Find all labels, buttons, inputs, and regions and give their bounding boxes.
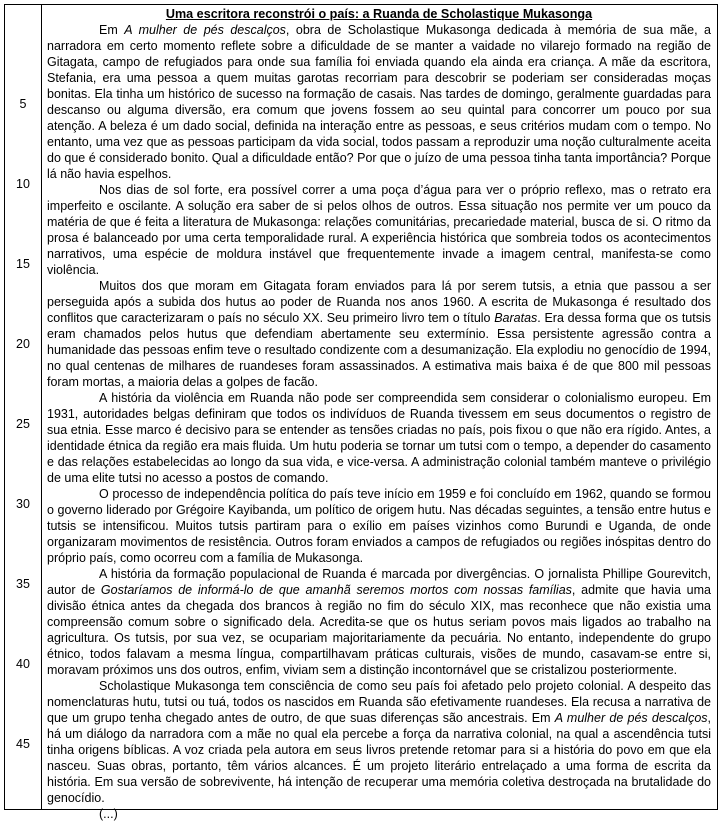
text-run: . Era dessa forma que os tutsis eram chamados pelos hutus que defendiam abertamente seu extermínio. Essa persistente agressão contra a humanidade das pessoas enfim teve o resultado condizente com a desumanização. Ela explodiu no genocídio de 1994, no qual centenas de milhares de ruandeses foram assassinados. A estimativa mais baixa é de que 800 mil pessoas foram mortas, a maioria delas a golpes de facão. — [47, 311, 711, 389]
italic-title: Baratas — [494, 311, 538, 325]
line-number: 40 — [16, 657, 30, 671]
document-frame — [4, 4, 718, 821]
article-body — [47, 22, 711, 806]
line-number: 35 — [16, 577, 30, 591]
italic-title: A mulher de pés descalços — [554, 711, 708, 725]
italic-title: Gostaríamos de informá-lo de que amanhã seremos mortos com nossas famílias — [100, 583, 572, 597]
page-title: Uma escritora reconstrói o país: a Ruanda de Scholastique Mukasonga — [165, 7, 593, 21]
paragraph — [47, 486, 711, 566]
text-run: Scholastique Mukasonga tem consciência de como seu país foi afetado pelo projeto colonial. A despeito das nomenclaturas hutu, tutsi ou tuá, todos os nascidos em Ruanda são efetivamente ruandeses. Ela recusa a narrativa de que um grupo tenha chegado antes de outro, de que suas diferenças são ancestrais. Em — [47, 679, 711, 725]
paragraph — [47, 566, 711, 678]
ellipsis: (...) — [99, 807, 118, 821]
text-column — [42, 5, 717, 821]
text-run: O processo de independência política do país teve início em 1959 e foi concluído em 1962, quando se formou o governo liderado por Grégoire Kayibanda, um político de origem hutu. Nas décadas seguintes, a tensão entre hutus e tutsis se intensificou. Muitos tutsis partiram para o exílio em países vizinhos como Burundi e Uganda, de onde organizaram movimentos de resistência. Outros foram enviados a campos de refugiados ou regiões inóspitas dentro do próprio país, como ocorreu com a família de Mukasonga. — [47, 487, 711, 565]
italic-title: A mulher de pés descalços — [124, 23, 286, 37]
paragraph — [47, 278, 711, 390]
text-run: , admite que havia uma divisão étnica antes da chegada dos brancos à região no fim do século XIX, mas reconhece que não existia uma compreensão comum sobre o significado dela. Acredita-se que os hutus seriam povos mais ligados ao trabalho na agricultura. Os tutsis, por sua vez, se ocupariam majoritariamente da pecuária. No entanto, independente do grupo étnico, todos falavam a mesma língua, compartilhavam práticas culturais, visões de mundo, casavam-se entre si, moravam próximos uns dos outros, enfim, viviam sem a distinção incontornável que se cristalizou posteriormente. — [47, 583, 711, 677]
paragraph — [47, 390, 711, 486]
line-number: 25 — [16, 417, 30, 431]
line-number: 5 — [19, 97, 27, 111]
line-number: 20 — [16, 337, 30, 351]
line-number: 45 — [16, 737, 30, 751]
text-run: , obra de Scholastique Mukasonga dedicada à memória de sua mãe, a narradora em certo momento reflete sobre a dificuldade de se manter a vaidade no vilarejo formado na região de Gitagata, campo de refugiados para onde sua família foi enviada quando ela ainda era criança. A mãe da escritora, Stefania, era uma pessoa a quem muitas garotas recorriam para descobrir se poderiam ser consideradas moças bonitas. Ela tinha um histórico de sucesso na formação de casais. Nas tardes de domingo, geralmente guardadas para descanso ou alguma diversão, era comum que jovens fossem ao seu quintal para concorrer um pouco por sua atenção. A beleza é um dado social, definida na interação entre as pessoas, e seus critérios mudam com o tempo. No entanto, uma vez que as pessoas participam da vida social, todos passam a reproduzir uma noção culturalmente aceita do que é considerado bonito. Qual a dificuldade então? Por que o juízo de uma pessoa tinha tanta importância? Porque lá não havia espelhos. — [47, 23, 711, 181]
line-number: 30 — [16, 497, 30, 511]
text-run: Nos dias de sol forte, era possível correr a uma poça d’água para ver o próprio reflexo, mas o retrato era imperfeito e oscilante. A solução era saber de si pelos olhos de outros. Essa situação nos permite ver um pouco da matéria de que é feita a literatura de Mukasonga: relações comunitárias, precariedade material, busca de si. O ritmo da prosa é balanceado por uma certa temporalidade rural. A experiência histórica que sombreia todos os acontecimentos narrativos, uma espécie de moldura instável que frequentemente invade a imagem central, manifesta-se como violência. — [47, 183, 711, 277]
line-number: 10 — [16, 177, 30, 191]
line-number: 15 — [16, 257, 30, 271]
text-run: Em — [99, 23, 125, 37]
text-run: Muitos dos que moram em Gitagata foram enviados para lá por serem tutsis, a etnia que passou a ser perseguida após a subida dos hutus ao poder de Ruanda nos anos 1960. A escrita de Mukasonga é resultado dos conflitos que caracterizaram o país no século XX. Seu primeiro livro tem o título — [47, 279, 711, 325]
text-run: A história da formação populacional de Ruanda é marcada por divergências. O jornalista Phillipe Gourevitch, autor de — [47, 567, 711, 597]
text-run: A história da violência em Ruanda não pode ser compreendida sem considerar o colonialismo europeu. Em 1931, autoridades belgas definiram que todos os indivíduos de Ruanda tivessem em seus documentos o registro de sua etnia. Esse marco é decisivo para se entender as tensões criadas no país, pois fixou o que não era rígido. Antes, a identidade étnica da região era mais fluida. Um hutu poderia se tornar um tutsi com o tempo, a depender do casamento e das relações estabelecidas ao longo da sua vida, e vice-versa. A administração colonial também manteve o privilégio de uma elite tutsi no acesso a postos de comando. — [47, 391, 711, 485]
paragraph — [47, 22, 711, 182]
paragraph — [47, 678, 711, 806]
paragraph — [47, 182, 711, 278]
line-number-column — [5, 5, 42, 809]
text-run: , há um diálogo da narradora com a mãe no qual ela percebe a força da narrativa colonial, na qual a ascendência tutsi tinha origens bíblicas. A voz criada pela autora em seus livros pretende retomar para si a história do povo em que ela nasceu. Suas obras, portanto, têm vários alcances. É um projeto literário entrelaçado a uma forma de escrita da história. Em sua versão de sobrevivente, há intenção de recuperar uma memória coletiva destroçada na brutalidade do genocídio. — [47, 711, 711, 805]
